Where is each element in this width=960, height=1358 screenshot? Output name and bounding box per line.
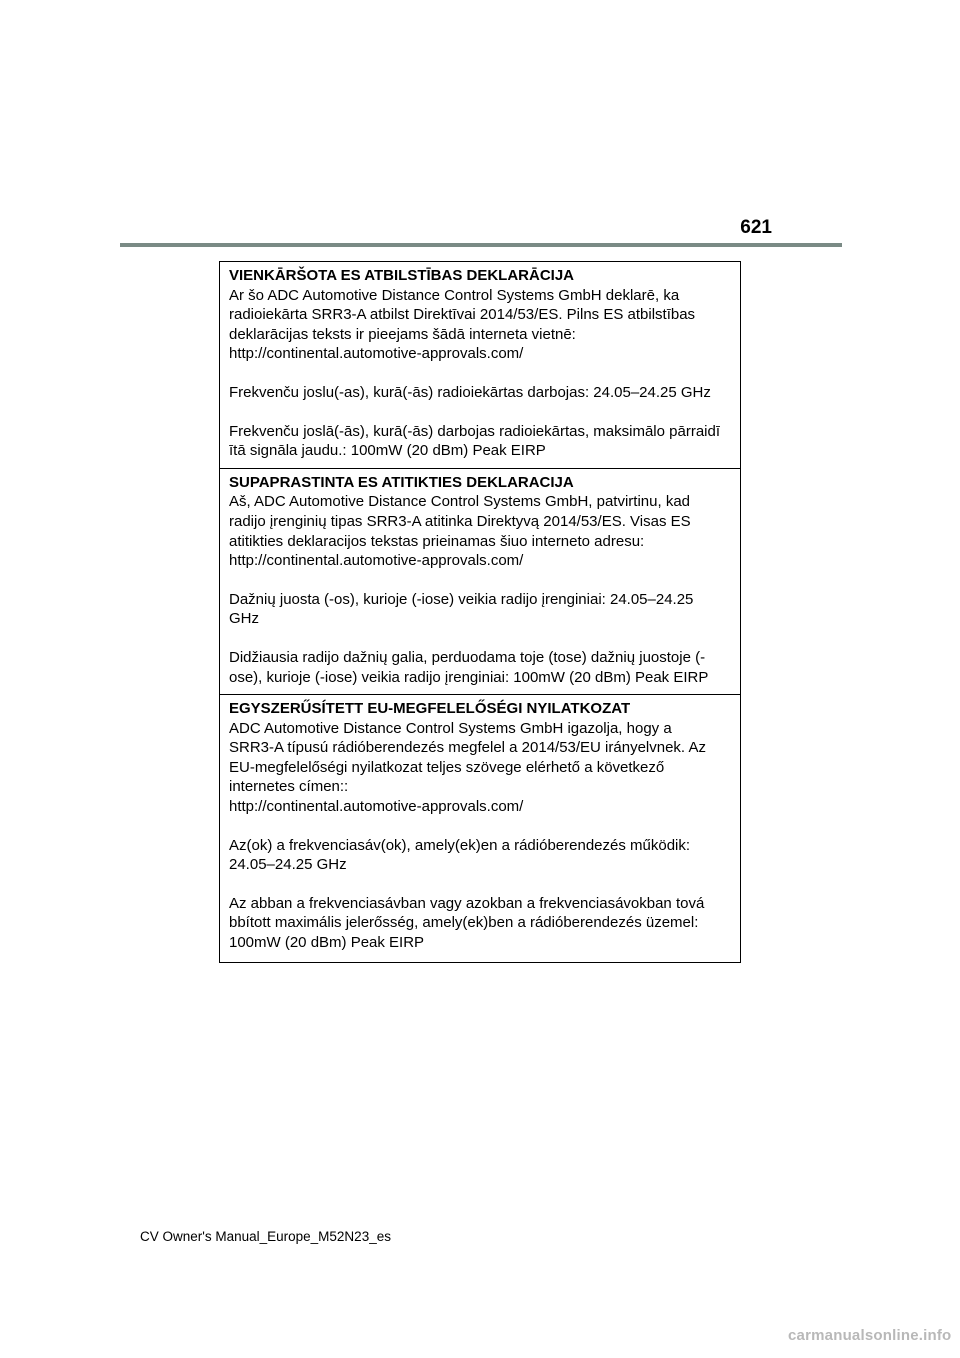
text-line: deklarācijas teksts ir pieejams šādā interneta vietnē: bbox=[229, 325, 576, 343]
text-line: internetes címen:: bbox=[229, 778, 349, 796]
section-title: VIENKĀRŠOTA ES ATBILSTĪBAS DEKLARĀCIJA bbox=[229, 267, 575, 284]
text-line: Aš, ADC Automotive Distance Control Systems GmbH, patvirtinu, kad bbox=[229, 493, 691, 511]
text-line: Didžiausia radijo dažnių galia, perduodama toje (tose) dažnių juostoje (- bbox=[229, 648, 706, 666]
manual-footer: CV Owner's Manual_Europe_M52N23_es bbox=[140, 1229, 391, 1244]
page-number: 621 bbox=[740, 217, 772, 238]
section-title: SUPAPRASTINTA ES ATITIKTIES DEKLARACIJA bbox=[229, 473, 574, 491]
declaration-latvian bbox=[220, 262, 740, 469]
url-line: http://continental.automotive-approvals.com/ bbox=[229, 798, 524, 816]
section-paragraph bbox=[229, 286, 731, 364]
section-paragraph bbox=[229, 894, 731, 953]
declaration-table bbox=[219, 261, 741, 963]
text-line: Frekvenču joslu(-as), kurā(-ās) radioiekārtas darbojas: 24.05–24.25 GHz bbox=[229, 383, 711, 401]
section-paragraph bbox=[229, 383, 731, 403]
url-line: http://continental.automotive-approvals.com/ bbox=[229, 552, 524, 570]
section-title: EGYSZERŰSÍTETT EU-MEGFELELŐSÉGI NYILATKOZAT bbox=[229, 700, 631, 718]
text-line: Ar šo ADC Automotive Distance Control Systems GmbH deklarē, ka bbox=[229, 286, 680, 304]
text-line: ītā signāla jaudu.: 100mW (20 dBm) Peak EIRP bbox=[229, 442, 546, 460]
text-line: radijo įrenginių tipas SRR3-A atitinka Direktyvą 2014/53/ES. Visas ES bbox=[229, 512, 691, 530]
declaration-hungarian bbox=[220, 695, 740, 962]
text-line: Az(ok) a frekvenciasáv(ok), amely(ek)en a rádióberendezés működik: bbox=[229, 836, 691, 854]
text-line: EU-megfelelőségi nyilatkozat teljes szövege elérhető a következő bbox=[229, 758, 665, 776]
url-line: http://continental.automotive-approvals.com/ bbox=[229, 345, 524, 363]
text-line: ADC Automotive Distance Control Systems GmbH igazolja, hogy a bbox=[229, 719, 672, 737]
text-line: bbított maximális jelerősség, amely(ek)ben a rádióberendezés üzemel: bbox=[229, 914, 699, 932]
text-line: atitikties deklaracijos tekstas prieinamas šiuo interneto adresu: bbox=[229, 532, 645, 550]
text-line: ose), kurioje (-iose) veikia radijo įrenginiai: 100mW (20 dBm) Peak EIRP bbox=[229, 668, 709, 686]
declaration-lithuanian bbox=[220, 469, 740, 695]
text-line: GHz bbox=[229, 610, 259, 628]
section-paragraph bbox=[229, 590, 731, 629]
watermark: carmanualsonline.info bbox=[788, 1327, 952, 1344]
text-line: SRR3-A típusú rádióberendezés megfelel a 2014/53/EU irányelvnek. Az bbox=[229, 739, 706, 757]
header-rule bbox=[120, 243, 842, 247]
section-paragraph bbox=[229, 492, 731, 570]
text-line: radioiekārta SRR3-A atbilst Direktīvai 2014/53/ES. Pilns ES atbilstības bbox=[229, 306, 696, 324]
text-line: 100mW (20 dBm) Peak EIRP bbox=[229, 934, 425, 952]
text-line: Frekvenču joslā(-ās), kurā(-ās) darbojas radioiekārtas, maksimālo pārraidī bbox=[229, 422, 721, 440]
section-paragraph bbox=[229, 422, 731, 461]
text-line: Az abban a frekvenciasávban vagy azokban a frekvenciasávokban tová bbox=[229, 894, 705, 912]
section-paragraph bbox=[229, 836, 731, 875]
section-paragraph bbox=[229, 648, 731, 687]
text-line: 24.05–24.25 GHz bbox=[229, 856, 347, 874]
section-paragraph bbox=[229, 719, 731, 817]
text-line: Dažnių juosta (-os), kurioje (-iose) veikia radijo įrenginiai: 24.05–24.25 bbox=[229, 590, 694, 608]
